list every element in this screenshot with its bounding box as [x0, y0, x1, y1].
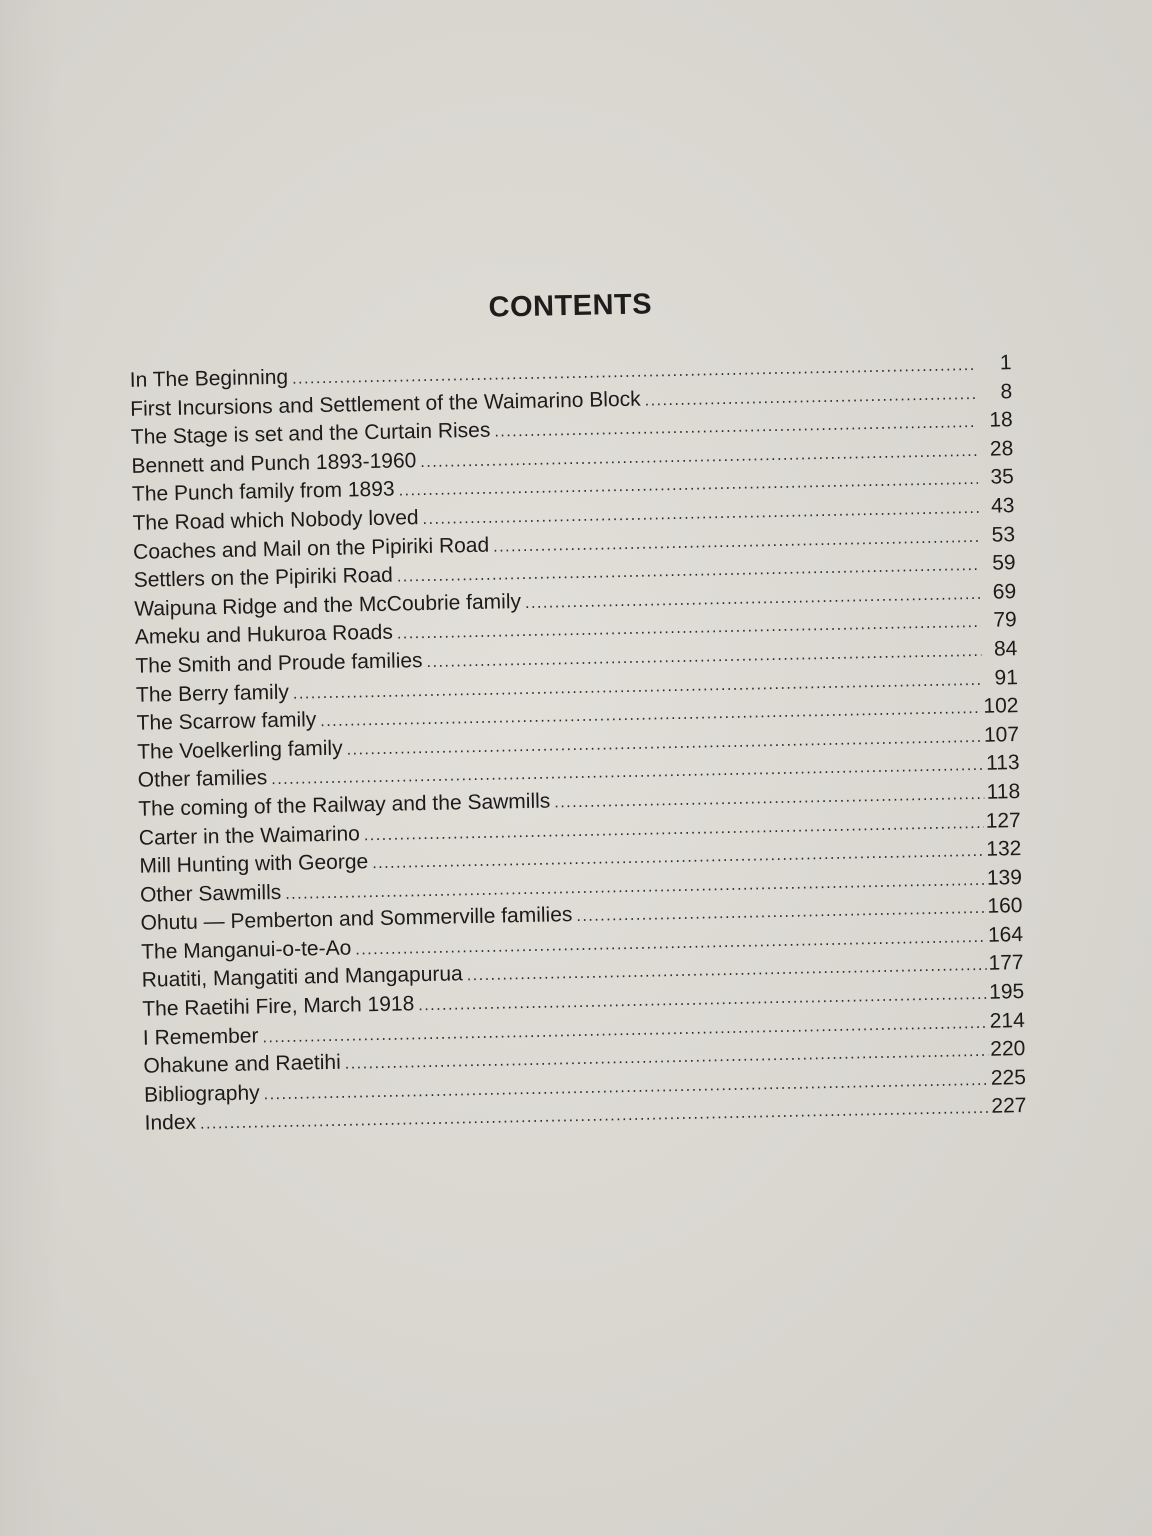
toc-entry-page: 177: [988, 951, 1024, 976]
toc-entry-title: Carter in the Waimarino: [138, 821, 361, 850]
toc-entry-page: 107: [983, 722, 1020, 747]
toc-entry-title: Ameku and Hukuroa Roads: [134, 620, 394, 650]
toc-entry-page: 220: [990, 1037, 1026, 1061]
toc-entry-title: Waipuna Ridge and the McCoubrie family: [134, 589, 522, 621]
toc-entry-page: 91: [994, 665, 1019, 690]
toc-entry-page: 132: [986, 837, 1022, 861]
toc-entry-title: Bennett and Punch 1893-1960: [131, 448, 417, 478]
toc-entry-title: The Manganui-o-te-Ao: [140, 936, 352, 964]
dot-leader: [645, 385, 977, 410]
toc-entry-page: 28: [989, 436, 1014, 461]
toc-entry-title: First Incursions and Settlement of the Waimarino Block: [130, 387, 641, 421]
toc-entry-page: 214: [989, 1008, 1025, 1033]
toc-entry-title: In The Beginning: [129, 365, 289, 392]
toc-entry-page: 53: [991, 522, 1016, 547]
toc-entry-page: 79: [993, 608, 1017, 632]
toc-entry-page: 8: [1000, 379, 1013, 403]
toc-entry-title: Other families: [137, 766, 268, 793]
toc-entry-title: Ruatiti, Mangatiti and Mangapurua: [141, 962, 463, 993]
dot-leader: [525, 586, 981, 613]
toc-entry-title: The coming of the Railway and the Sawmills: [138, 789, 551, 821]
toc-list: [129, 351, 1026, 1141]
toc-entry-page: 1: [999, 351, 1012, 375]
toc-entry-page: 160: [987, 894, 1023, 919]
toc-entry-page: 164: [987, 922, 1024, 947]
dot-leader: [554, 786, 984, 813]
toc-entry-page: 43: [990, 494, 1015, 518]
toc-entry-page: 18: [989, 408, 1013, 432]
toc-entry-title: The Scarrow family: [136, 708, 317, 735]
toc-entry-page: 139: [986, 865, 1023, 890]
toc-entry-page: 118: [986, 779, 1021, 804]
page-edge-shadow: [0, 0, 60, 1536]
toc-entry-title: Settlers on the Pipiriki Road: [133, 563, 394, 592]
toc-entry-page: 84: [993, 637, 1018, 661]
toc-entry-title: The Berry family: [135, 680, 290, 707]
toc-entry-title: Mill Hunting with George: [139, 850, 369, 878]
dot-leader: [576, 900, 985, 926]
toc-entry-title: The Stage is set and the Curtain Rises: [130, 418, 491, 450]
toc-entry-title: The Raetihi Fire, March 1918: [142, 992, 415, 1021]
toc-entry-title: Bibliography: [143, 1081, 260, 1107]
toc-entry-title: Other Sawmills: [139, 880, 282, 907]
toc-entry-page: 102: [983, 694, 1019, 718]
toc-entry-title: The Smith and Proude families: [135, 648, 423, 678]
toc-entry-title: Ohakune and Raetihi: [143, 1051, 342, 1078]
contents-title: CONTENTS: [488, 288, 653, 324]
toc-entry-page: 59: [991, 551, 1016, 575]
dot-leader: [494, 414, 977, 442]
toc-entry-page: 227: [991, 1094, 1027, 1119]
toc-entry-page: 35: [990, 465, 1015, 489]
toc-entry-page: 127: [985, 808, 1021, 833]
toc-entry-page: 225: [990, 1065, 1027, 1090]
dot-leader: [493, 528, 979, 556]
toc-entry-title: Ohutu — Pemberton and Sommerville families: [140, 903, 573, 936]
toc-entry-page: 69: [992, 579, 1017, 604]
toc-entry-title: The Voelkerling family: [136, 736, 343, 764]
toc-entry-page: 113: [985, 751, 1020, 776]
contents-section: [110, 281, 1047, 1159]
toc-entry-title: Coaches and Mail on the Pipiriki Road: [132, 533, 490, 564]
toc-entry-title: The Road which Nobody loved: [132, 506, 419, 535]
toc-entry-page: 195: [988, 980, 1025, 1004]
toc-entry-title: I Remember: [142, 1024, 259, 1050]
toc-entry-title: Index: [144, 1111, 197, 1136]
toc-entry-title: The Punch family from 1893: [131, 477, 395, 507]
